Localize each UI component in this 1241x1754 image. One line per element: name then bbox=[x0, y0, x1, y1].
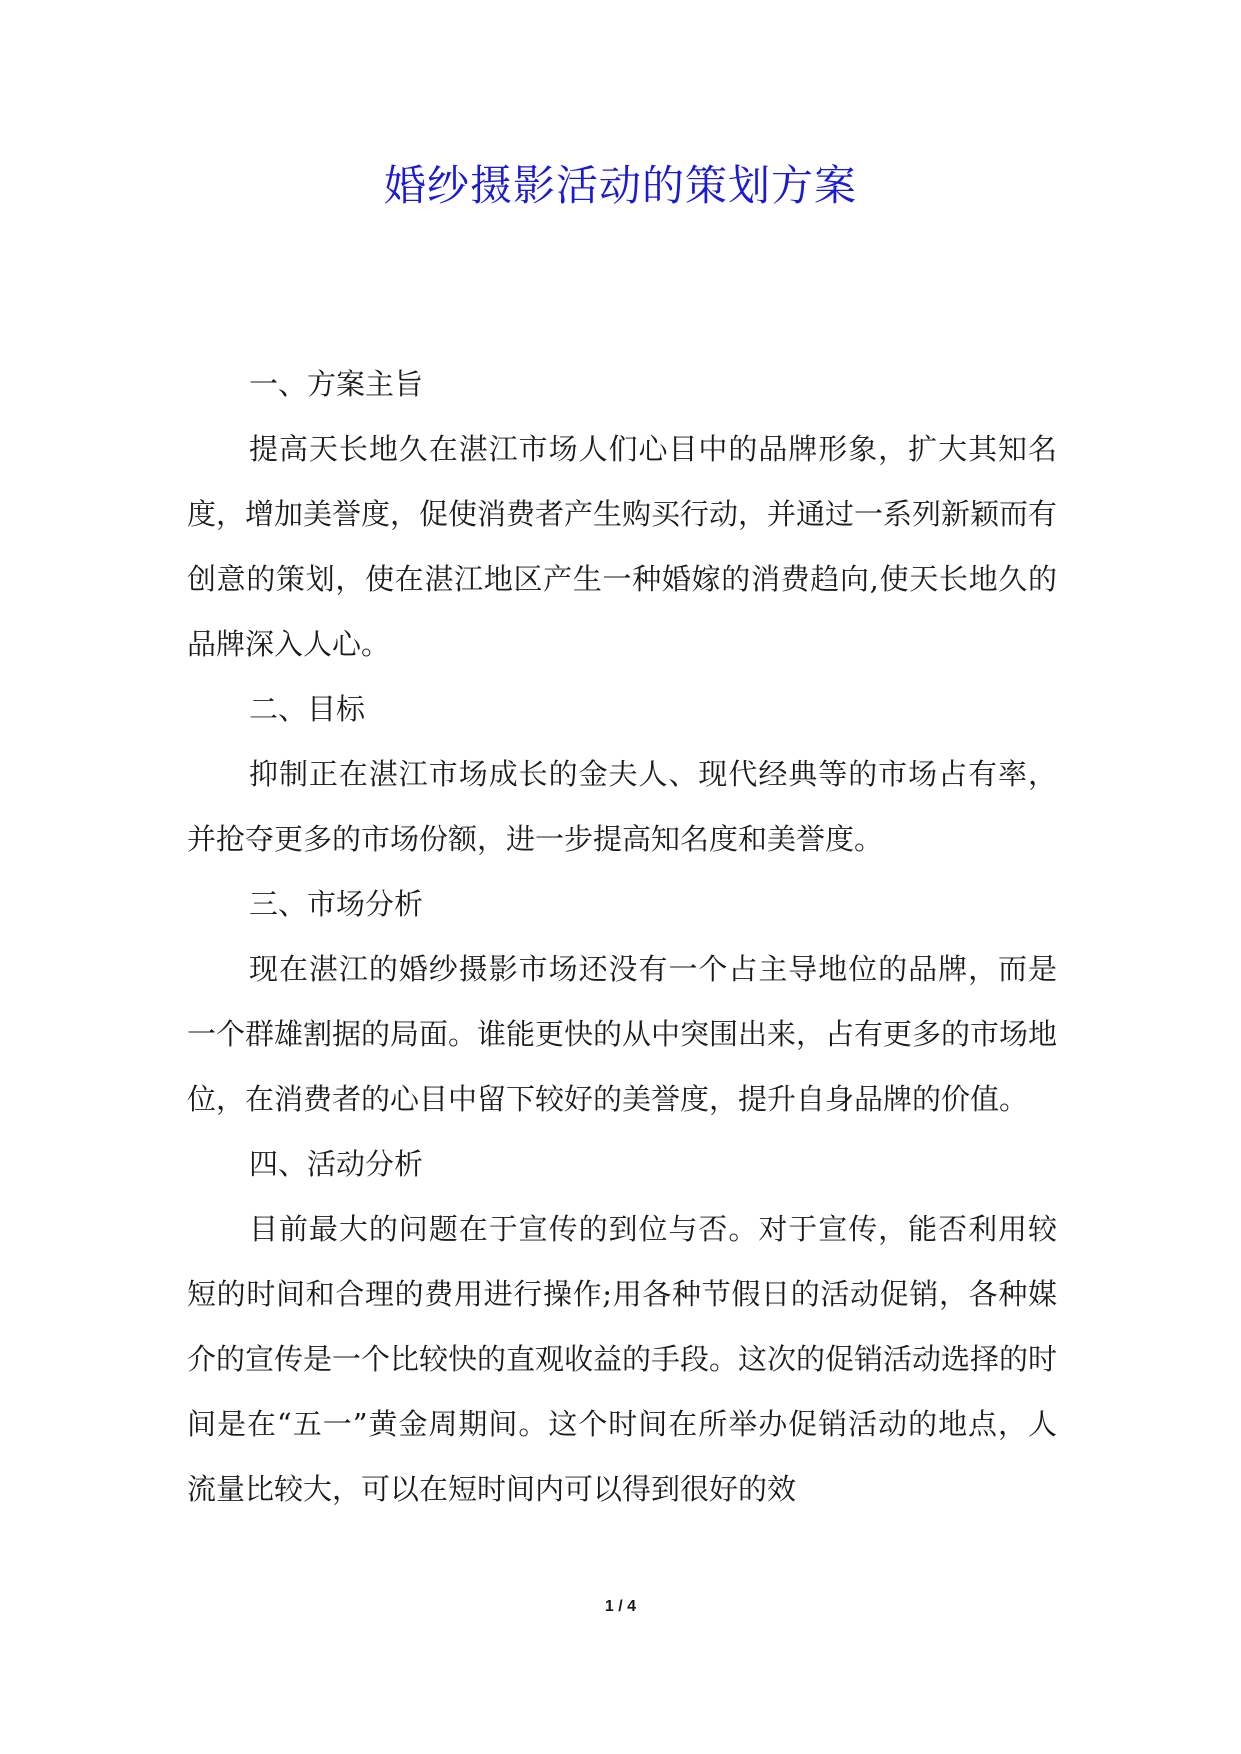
section-paragraph-2: 抑制正在湛江市场成长的金夫人、现代经典等的市场占有率，并抢夺更多的市场份额，进一步提高知名度和美誉度。 bbox=[187, 757, 1057, 856]
section-paragraph-1: 提高天长地久在湛江市场人们心目中的品牌形象，扩大其知名度，增加美誉度，促使消费者产生购买行动，并通过一系列新颖而有创意的策划，使在湛江地区产生一种婚嫁的消费趋向,使天长地久的品牌深入人心。 bbox=[187, 432, 1058, 661]
section-paragraph-3: 现在湛江的婚纱摄影市场还没有一个占主导地位的品牌，而是一个群雄割据的局面。谁能更快的从中突围出来，占有更多的市场地位，在消费者的心目中留下较好的美誉度，提升自身品牌的价值。 bbox=[187, 952, 1058, 1116]
section-heading-2: 二、目标 bbox=[249, 692, 366, 726]
section-heading-1: 一、方案主旨 bbox=[249, 367, 424, 401]
page-number: 1 / 4 bbox=[604, 1598, 637, 1615]
document-body bbox=[187, 352, 1057, 1522]
section-paragraph-4: 目前最大的问题在于宣传的到位与否。对于宣传，能否利用较短的时间和合理的费用进行操作;用各种节假日的活动促销，各种媒介的宣传是一个比较快的直观收益的手段。这次的促销活动选择的时间是在“五一”黄金周期间。这个时间在所举办促销活动的地点，人流量比较大，可以在短时间内可以得到很好的效 bbox=[187, 1212, 1058, 1506]
section-heading-3: 三、市场分析 bbox=[249, 887, 424, 921]
document-title: 婚纱摄影活动的策划方案 bbox=[383, 161, 857, 210]
section-heading-4: 四、活动分析 bbox=[249, 1147, 424, 1181]
